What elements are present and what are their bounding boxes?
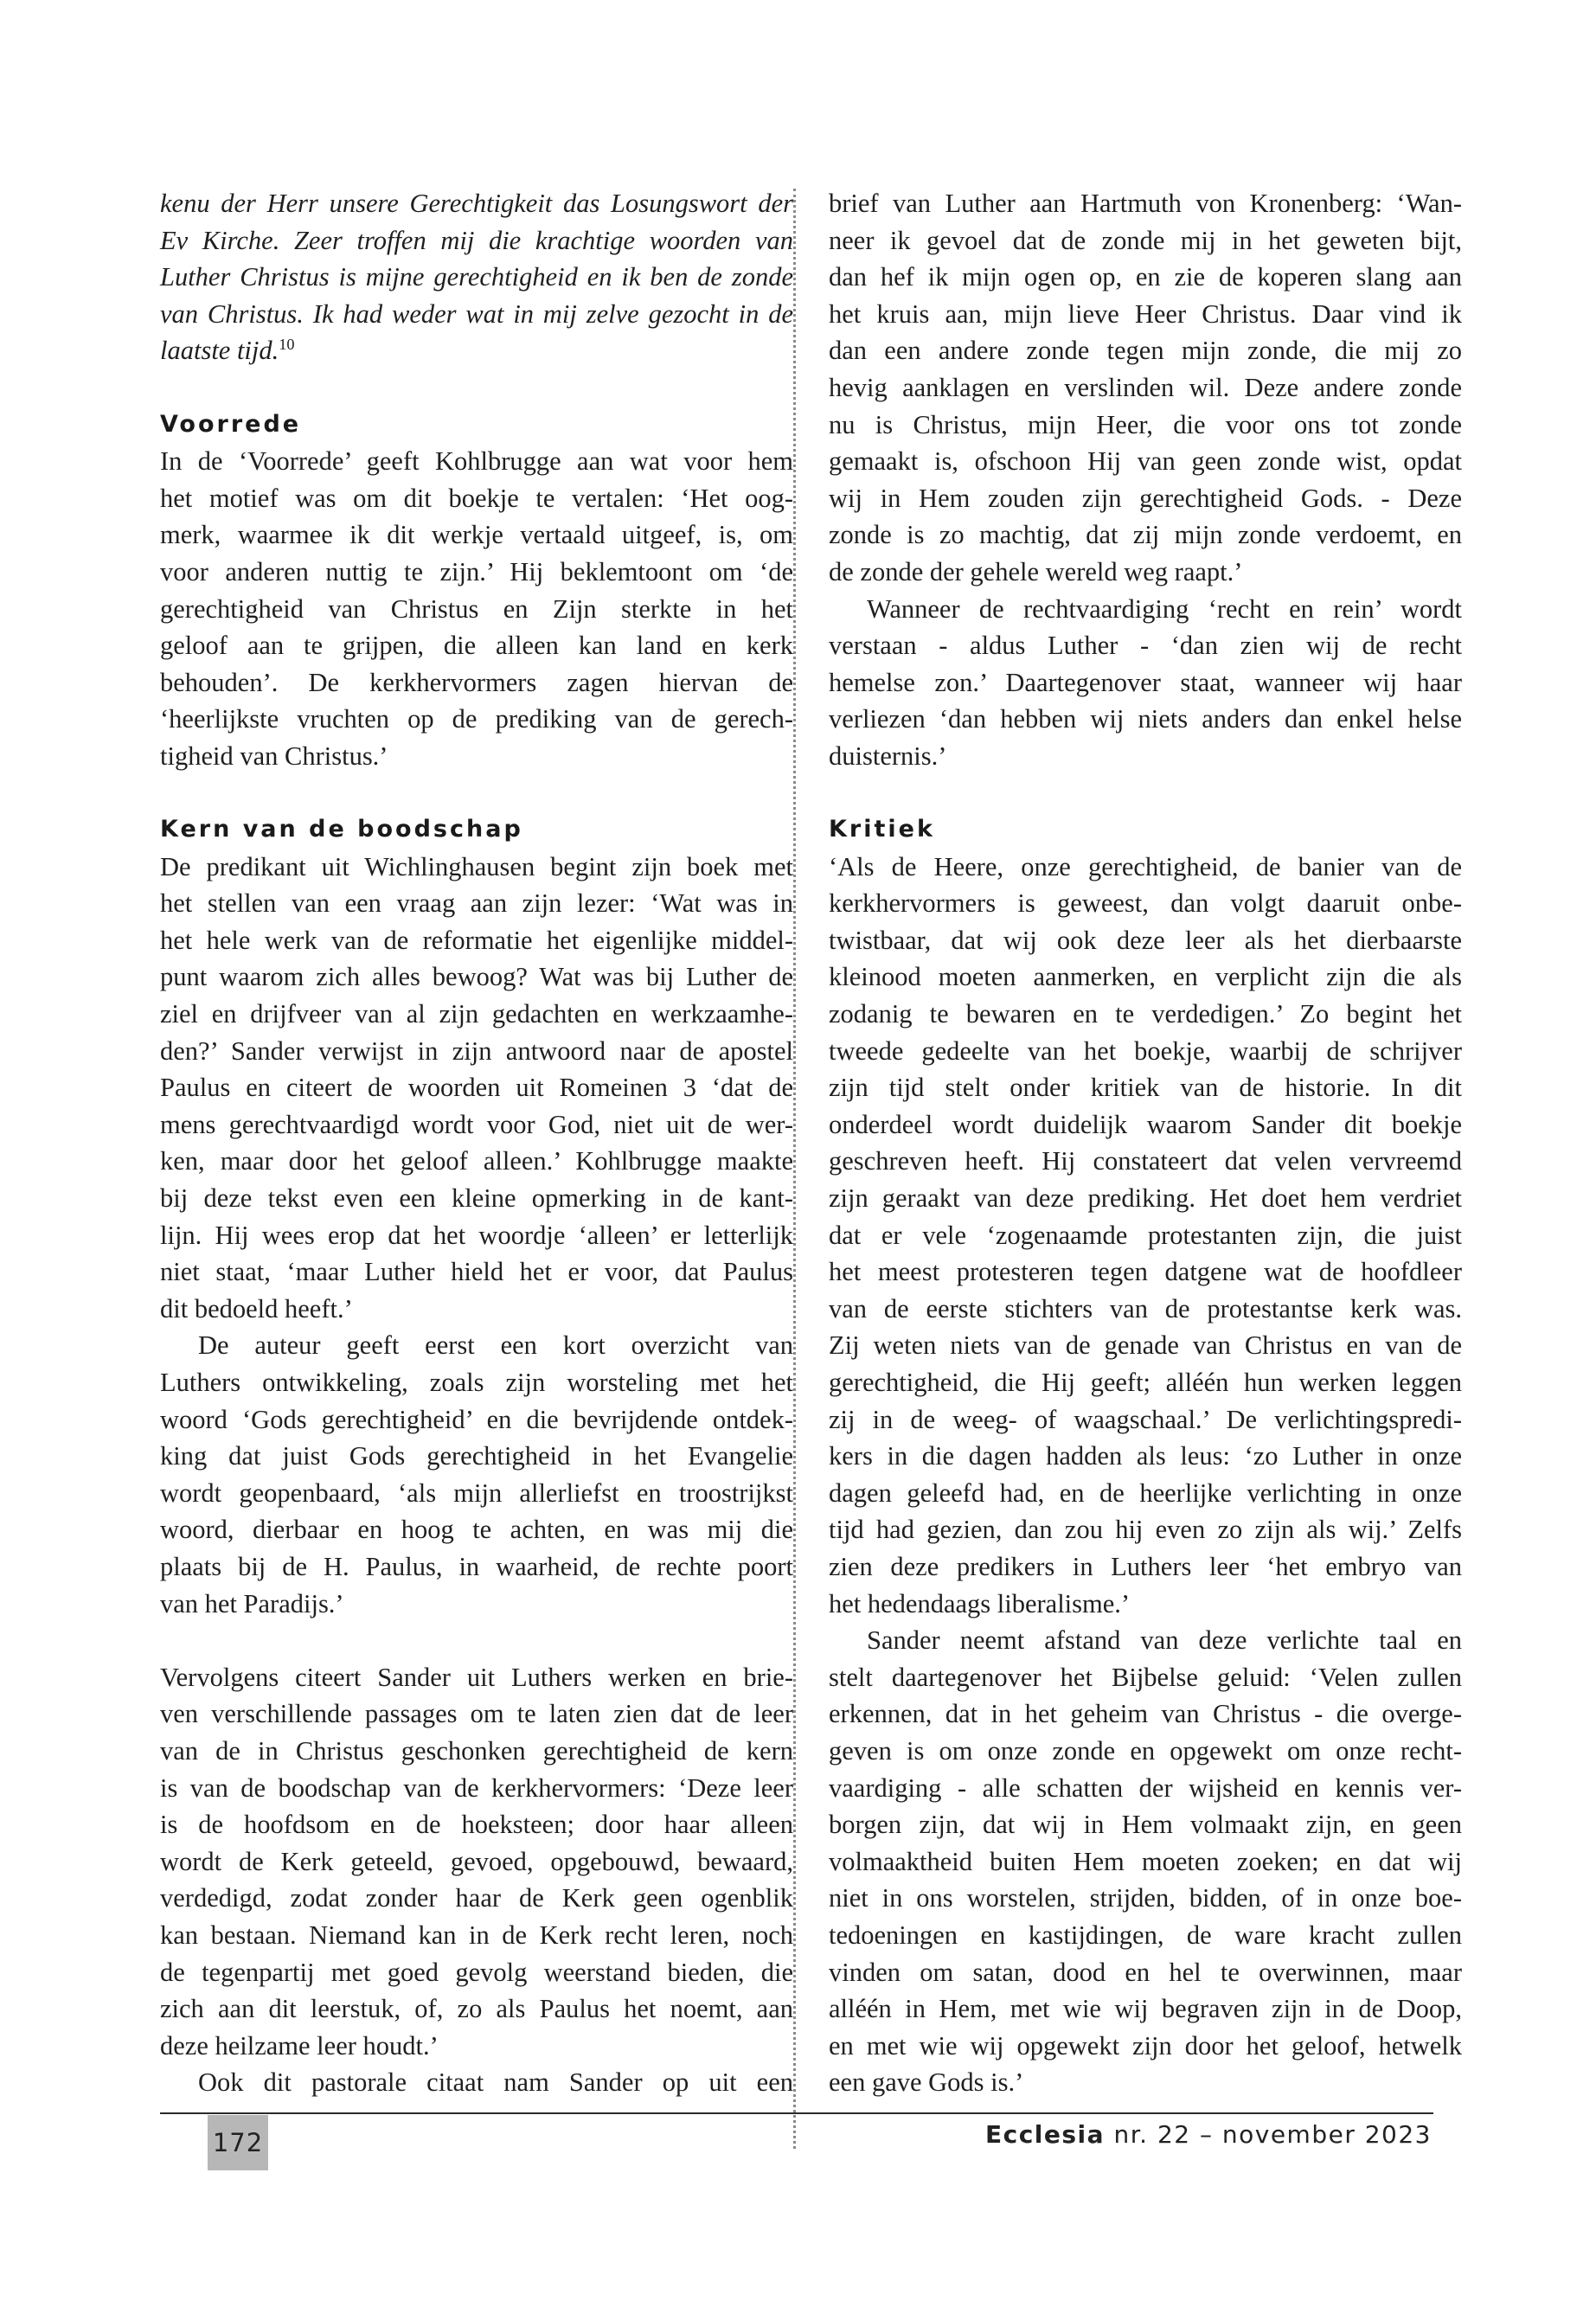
text-line: ven verschillende passages om te laten zien dat de leer (160, 1699, 793, 1729)
text-line: gerechtigheid, die Hij geeft; alléén hun werken leggen (829, 1368, 1462, 1397)
text-line: van de in Christus geschonken gerechtigheid de kern (160, 1735, 793, 1766)
text-line: voor anderen nuttig te zijn.’ Hij beklemtoont om ‘de (160, 556, 793, 586)
text-line: het motief was om dit boekje te vertalen: ‘Het oog- (160, 483, 793, 513)
text-line: niet in ons worstelen, strijden, bidden, of in onze boe- (829, 1883, 1462, 1913)
text-line: Paulus en citeert de woorden uit Romeinen 3 ‘dat de (160, 1073, 793, 1103)
spacer (829, 775, 1462, 812)
paragraph (829, 849, 1462, 1622)
text-line: merk, waarmee ik dit werkje vertaald uitgeef, is, om (160, 520, 793, 550)
text-line: Luther Christus is mijne gerechtigheid en ik ben de zonde (160, 262, 793, 292)
text-line: wij in Hem zouden zijn gerechtigheid Gods. - Deze (829, 483, 1462, 513)
text-line: ‘heerlijkste vruchten op de prediking van de gerech- (160, 704, 793, 734)
text-line: erkennen, dat in het geheim van Christus - die overge- (829, 1699, 1462, 1729)
text-line: van Christus. Ik had weder wat in mij zelve gezocht in de (160, 298, 793, 329)
text-line: kenu der Herr unsere Gerechtigkeit das Losungswort der (160, 189, 793, 218)
text-line: is de hoofdsom en de hoeksteen; door haar alleen (160, 1810, 793, 1840)
spacer (160, 1622, 793, 1659)
text-line: king dat juist Gods gerechtigheid in het Evangelie (160, 1441, 793, 1471)
text-line: deze heilzame leer houdt.’ (160, 2030, 439, 2061)
section-heading-voorrede: Voorrede (160, 410, 302, 438)
text-line: ‘Als de Heere, onze gerechtigheid, de banier van de (829, 851, 1462, 881)
text-line: dan hef ik mijn ogen op, en zie de koperen slang aan (829, 262, 1462, 292)
text-line: wordt geopenbaard, ‘als mijn allerliefst en troostrijkst (160, 1477, 793, 1508)
intro-quote (160, 185, 793, 369)
text-line: Wanneer de rechtvaardiging ‘recht en rein’ wordt (867, 593, 1462, 624)
text-line: ziel en drijfveer van al zijn gedachten en werkzaamhe- (160, 999, 793, 1029)
text-line: dan een andere zonde tegen mijn zonde, die mij zo (829, 336, 1462, 366)
text-line: Ook dit pastorale citaat nam Sander op uit een (198, 2067, 793, 2098)
text-line: vaardiging - alle schatten der wijsheid en kennis ver- (829, 1772, 1462, 1803)
text-line: niet staat, ‘maar Luther hield het er voor, dat Paulus (160, 1257, 793, 1287)
text-line: brief van Luther aan Hartmuth von Kronenberg: ‘Wan- (829, 189, 1462, 218)
paragraph (160, 1327, 793, 1622)
text-line: verdedigd, zodat zonder haar de Kerk geen ogenblik (160, 1883, 793, 1913)
spacer (160, 369, 793, 407)
text-line: zich aan dit leerstuk, of, zo als Paulus het noemt, aan (160, 1994, 793, 2024)
text-line: borgen zijn, dat wij in Hem volmaakt zijn, en geen (829, 1810, 1462, 1840)
text-line: volmaaktheid buiten Hem moeten zoeken; en dat wij (829, 1846, 1462, 1876)
publication-info (985, 2120, 1432, 2149)
magazine-name: Ecclesia (984, 2120, 1106, 2149)
spacer (160, 775, 793, 812)
text-line: dagen geleefd had, en de heerlijke verlichting in onze (829, 1477, 1462, 1508)
text-line: het hele werk van de reformatie het eigenlijke middel- (160, 925, 793, 955)
column-divider (793, 189, 796, 2149)
text-line: Zij weten niets van de genade van Christus en van de (829, 1330, 1462, 1361)
text-line: gemaakt is, ofschoon Hij van geen zonde wist, opdat (829, 446, 1462, 477)
paragraph (160, 1659, 793, 2065)
text-line: kers in die dagen hadden als leus: ‘zo Luther in onze (829, 1441, 1462, 1471)
text-line: tigheid van Christus.’ (160, 740, 388, 771)
text-line: de zonde der gehele wereld weg raapt.’ (829, 556, 1243, 586)
paragraph (829, 185, 1462, 591)
text-line: woord ‘Gods gerechtigheid’ en die bevrijdende ontdek- (160, 1404, 793, 1434)
text-line: nu is Christus, mijn Heer, die voor ons tot zonde (829, 409, 1462, 439)
text-line: en met wie wij opgewekt zijn door het geloof, hetwelk (829, 2030, 1462, 2061)
text-line: wordt de Kerk geteeld, gevoed, opgebouwd, bewaard, (160, 1846, 793, 1876)
paragraph (160, 2064, 793, 2101)
text-line: zijn geraakt van deze prediking. Het doet hem verdriet (829, 1183, 1462, 1214)
issue-info: nr. 22 – november 2023 (1105, 2120, 1432, 2149)
text-line: mens gerechtvaardigd wordt voor God, niet uit de wer- (160, 1109, 793, 1139)
right-column (829, 185, 1462, 2101)
text-line: zodanig te bewaren en te verdedigen.’ Zo begint het (829, 999, 1462, 1029)
text-line: is van de boodschap van de kerkhervormers: ‘Deze leer (160, 1772, 793, 1803)
paragraph (160, 849, 793, 1328)
text-line: ken, maar door het geloof alleen.’ Kohlbrugge maakte (160, 1146, 793, 1176)
text-line: de tegenpartij met goed gevolg weerstand bieden, die (160, 1957, 793, 1987)
text-line: het hedendaags liberalisme.’ (829, 1588, 1131, 1618)
text-line: het stellen van een vraag aan zijn lezer: ‘Wat was in (160, 888, 793, 919)
text-line: vinden om satan, dood en hel te overwinnen, maar (829, 1957, 1462, 1987)
footnote-marker: 10 (279, 336, 295, 354)
page-number: 172 (208, 2115, 268, 2170)
footer-rule (160, 2112, 1433, 2114)
text-line: dat er vele ‘zogenaamde protestanten zijn, die juist (829, 1220, 1462, 1250)
text-line: het meest protesteren tegen datgene wat de hoofdleer (829, 1257, 1462, 1287)
text-line: duisternis.’ (829, 740, 947, 771)
text-line: van de eerste stichters van de protestantse kerk was. (829, 1293, 1462, 1324)
text-line: tijd had gezien, dan zou hij even zo zijn als wij.’ Zelfs (829, 1515, 1462, 1545)
text-line: Vervolgens citeert Sander uit Luthers werken en brie- (160, 1662, 793, 1692)
text-line: den?’ Sander verwijst in zijn antwoord naar de apostel (160, 1035, 793, 1066)
text-line: In de ‘Voorrede’ geeft Kohlbrugge aan wat voor hem (160, 446, 793, 477)
text-line: verliezen ‘dan hebben wij niets anders dan enkel helse (829, 704, 1462, 734)
text-line: Sander neemt afstand van deze verlichte taal en (867, 1625, 1462, 1656)
text-line: Luthers ontwikkeling, zoals zijn worsteling met het (160, 1368, 793, 1397)
text-line: behouden’. De kerkhervormers zagen hiervan de (160, 667, 793, 697)
text-line: geloof aan te grijpen, die alleen kan land en kerk (160, 631, 793, 661)
text-line: zien deze predikers in Luthers leer ‘het embryo van (829, 1551, 1462, 1581)
text-line: De predikant uit Wichlinghausen begint zijn boek met (160, 851, 793, 881)
section-heading-kern: Kern van de boodschap (160, 816, 523, 843)
text-line: Ev Kirche. Zeer troffen mij die krachtige woorden van (160, 225, 793, 255)
text-line: neer ik gevoel dat de zonde mij in het geweten bijt, (829, 225, 1462, 255)
text-line: het kruis aan, mijn lieve Heer Christus. Daar vind ik (829, 298, 1462, 329)
text-line: De auteur geeft eerst een kort overzicht van (198, 1330, 793, 1361)
text-line: gerechtigheid van Christus en Zijn sterkte in het (160, 593, 793, 624)
text-line: punt waarom zich alles bewoog? Wat was bij Luther de (160, 962, 793, 992)
left-column (160, 185, 793, 2101)
paragraph (160, 443, 793, 774)
paragraph (829, 1622, 1462, 2101)
section-heading-kritiek: Kritiek (829, 816, 935, 843)
text-line: geven is om onze zonde en opgewekt om onze recht- (829, 1735, 1462, 1766)
text-line: hevig aanklagen en verslinden wil. Deze andere zonde (829, 372, 1462, 402)
text-line: kleinood moeten aanmerken, en verplicht zijn die als (829, 962, 1462, 992)
text-line: twistbaar, dat wij ook deze leer als het dierbaarste (829, 925, 1462, 955)
text-line: woord, dierbaar en hoog te achten, en was mij die (160, 1515, 793, 1545)
text-line: tedoeningen en kastijdingen, de ware kracht zullen (829, 1920, 1462, 1950)
text-line: kan bestaan. Niemand kan in de Kerk recht leren, noch (160, 1920, 793, 1950)
text-line: hemelse zon.’ Daartegenover staat, wanneer wij haar (829, 667, 1462, 697)
paragraph (829, 591, 1462, 775)
text-line: een gave Gods is.’ (829, 2067, 1024, 2098)
text-line: geschreven heeft. Hij constateert dat velen vervreemd (829, 1146, 1462, 1176)
text-line: bij deze tekst even een kleine opmerking in de kant- (160, 1183, 793, 1214)
text-line: zij in de weeg- of waagschaal.’ De verlichtingspredi- (829, 1404, 1462, 1434)
text-line: plaats bij de H. Paulus, in waarheid, de rechte poort (160, 1551, 793, 1581)
text-line: stelt daartegenover het Bijbelse geluid: ‘Velen zullen (829, 1662, 1462, 1692)
text-line: tweede gedeelte van het boekje, waarbij de schrijver (829, 1035, 1462, 1066)
text-line: alléén in Hem, met wie wij begraven zijn in de Doop, (829, 1994, 1462, 2024)
text-line: zonde is zo machtig, dat zij mijn zonde verdoemt, en (829, 520, 1462, 550)
text-line: zijn tijd stelt onder kritiek van de historie. In dit (829, 1073, 1462, 1103)
text-line: dit bedoeld heeft.’ (160, 1293, 353, 1324)
text-line: laatste tijd.$^{10}$ (160, 336, 295, 366)
text-line: onderdeel wordt duidelijk waarom Sander dit boekje (829, 1109, 1462, 1139)
text-line: verstaan - aldus Luther - ‘dan zien wij de recht (829, 631, 1462, 661)
text-line: kerkhervormers is geweest, dan volgt daaruit onbe- (829, 888, 1462, 919)
text-line: van het Paradijs.’ (160, 1588, 344, 1618)
text-line: lijn. Hij wees erop dat het woordje ‘alleen’ er letterlijk (160, 1220, 793, 1250)
